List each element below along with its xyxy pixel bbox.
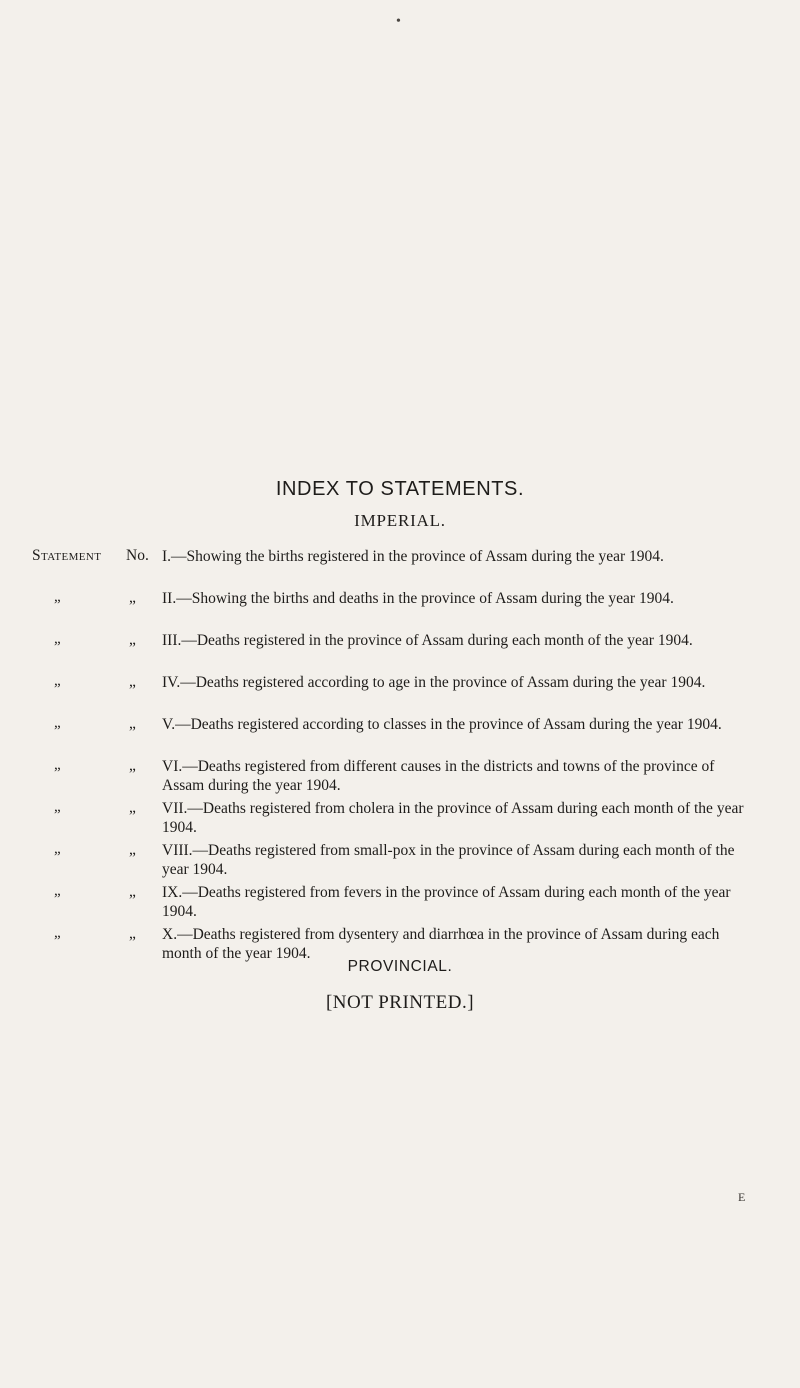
ditto-mark: „ bbox=[129, 715, 136, 732]
ditto-mark: „ bbox=[54, 925, 62, 941]
ditto-mark: „ bbox=[54, 883, 62, 899]
ditto-mark: „ bbox=[54, 841, 62, 857]
ditto-mark: „ bbox=[54, 799, 62, 815]
statement-description: I.—Showing the births registered in the province of Assam during the year 1904. bbox=[162, 548, 664, 565]
section-heading-imperial: IMPERIAL. bbox=[354, 511, 446, 530]
ditto-mark: „ bbox=[54, 757, 62, 773]
ditto-mark: „ bbox=[129, 757, 136, 774]
statement-entry-5 bbox=[0, 715, 800, 755]
ditto-mark: „ bbox=[54, 673, 62, 689]
statement-description: III.—Deaths registered in the province of Assam during each month of the year 1904. bbox=[162, 632, 693, 649]
statement-entry-9 bbox=[0, 883, 800, 923]
ditto-mark: „ bbox=[129, 925, 136, 942]
ditto-mark: „ bbox=[129, 883, 136, 900]
ditto-mark: „ bbox=[129, 589, 136, 606]
statement-description: VI.—Deaths registered from different causes in the districts and towns of the province of Assam during the year 1904. bbox=[162, 758, 715, 794]
ditto-mark: „ bbox=[129, 673, 136, 690]
statement-description: IX.—Deaths registered from fevers in the province of Assam during each month of the year 1904. bbox=[162, 884, 731, 920]
statement-description: VIII.—Deaths registered from small-pox in the province of Assam during each month of the year 1904. bbox=[162, 842, 735, 878]
not-printed-note: [NOT PRINTED.] bbox=[325, 992, 475, 1013]
ditto-mark: „ bbox=[129, 631, 136, 648]
ditto-mark: „ bbox=[54, 589, 62, 605]
ditto-mark: „ bbox=[54, 631, 62, 647]
ditto-mark: „ bbox=[54, 715, 62, 731]
statement-label: Statement bbox=[32, 547, 102, 564]
statement-description: V.—Deaths registered according to classes in the province of Assam during the year 1904. bbox=[162, 716, 722, 733]
statement-description: VII.—Deaths registered from cholera in the province of Assam during each month of the year 1904. bbox=[162, 800, 744, 836]
statement-entry-7 bbox=[0, 799, 800, 839]
statement-entry-3 bbox=[0, 631, 800, 671]
top-mark: • bbox=[396, 14, 401, 29]
ditto-mark: „ bbox=[129, 799, 136, 816]
section-heading-provincial: PROVINCIAL. bbox=[347, 958, 453, 975]
statement-entry-4 bbox=[0, 673, 800, 713]
number-label: No. bbox=[126, 547, 149, 564]
statement-entry-8 bbox=[0, 841, 800, 881]
statement-entry-1 bbox=[0, 547, 800, 587]
statement-description: II.—Showing the births and deaths in the province of Assam during the year 1904. bbox=[162, 590, 674, 607]
statement-description: X.—Deaths registered from dysentery and diarrhœa in the province of Assam during each month of the year 1904. bbox=[162, 926, 720, 962]
page-signature-mark: E bbox=[738, 1190, 746, 1204]
statement-entry-2 bbox=[0, 589, 800, 629]
statement-description: IV.—Deaths registered according to age in the province of Assam during the year 1904. bbox=[162, 674, 706, 691]
statement-entry-6 bbox=[0, 757, 800, 797]
ditto-mark: „ bbox=[129, 841, 136, 858]
page-title: INDEX TO STATEMENTS. bbox=[275, 478, 525, 500]
